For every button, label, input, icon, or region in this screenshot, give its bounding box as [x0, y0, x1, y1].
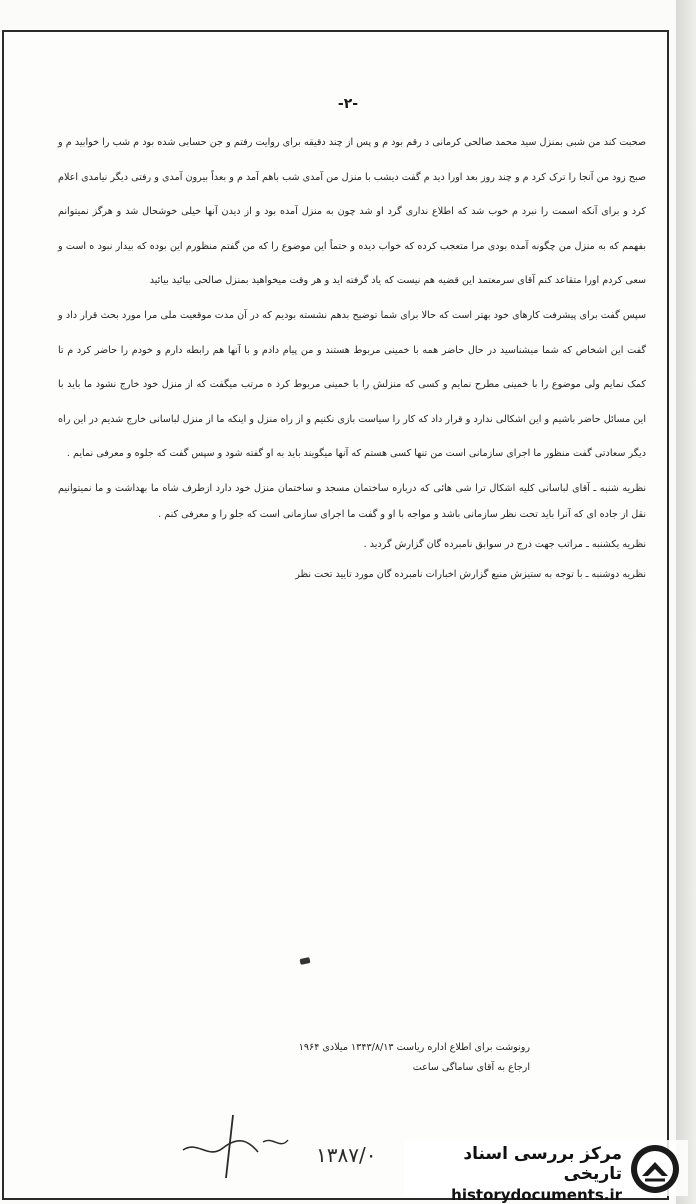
- book-emblem-icon: [628, 1142, 682, 1196]
- watermark: [404, 1140, 688, 1204]
- watermark-title: مرکز بررسی اسناد تاریخی: [463, 1144, 622, 1184]
- handwritten-number: ۱۳۸۷/۰: [316, 1143, 377, 1167]
- facing-page-edge: [676, 0, 696, 1204]
- report-monday: نظریه دوشنبه ـ با توجه به ستیزش منبع گزارش اخبارات نامبرده گان مورد تایید تحت نظر: [295, 568, 646, 580]
- handwritten-signature: [178, 1110, 378, 1180]
- body-paragraph-1: صحبت کند من شبی بمنزل سید محمد صالحی کرمانی د رقم بود م و پس از چند دقیقه برای روایت رفتم و جن حسابی شده بود م شب را خوابید م و صبح زود من آنجا را ترک کرد م و چند روز بعد اورا دید م گفت دیشب با منزل من آمدی شب باهم آمد م و بعداً بیرون آمدی و رفتی دیگر نیامدی اعلام کرد و برای آنکه اسمت را نبرد م خوب شد که اطلاع نداری گرد او شد چون به منزل آمده بود و از دیدن آنها خیلی خوشحال شد و هرگز نمیتوانم بفهمم که به منزل من چگونه آمده بودی مرا متعجب کرده که خواب دیده و حتماً این موضوع را که من گفتم منظورم این بوده که بیدار نبود ه است و سعی کردم اورا متقاعد کنم آقای سرمعتمد این قضیه هم نیست که یاد گرفته اید و هر وقت میخواهید بمنزل صالحی بیائید بیائید: [58, 137, 646, 287]
- watermark-url: historydocuments.ir: [451, 1186, 622, 1204]
- footer-line-copy: رونوشت برای اطلاع اداره ریاست ۱۳۴۳/۸/۱۳ میلادی ۱۹۶۴: [298, 1042, 530, 1053]
- body-paragraph-2: سپس گفت برای پیشرفت کارهای خود بهتر است که حالا برای شما توضیح بدهم نشسته بودیم که در آن مدت موقعیت ملی مرا مورد بحث قرار داد و گفت این اشخاص که شما میشناسید در حال حاضر همه با خمینی مربوط هستند و من پیام دادم و با آنها هم رابطه دارم و خودم را حاضر کرد م تا کمک نمایم ولی موضوع را با خمینی مطرح نمایم و کسی که منزلش را با خمینی مربوط کرد ه مرتب میگفت که از منزل خود خارج نشود ما باید با این مسائل حاضر باشیم و این اشکالی ندارد و قرار داد که کار را سیاست بازی نکنیم و از راه منزل و اینکه ما از منزل لباسانی خارج شدیم در این راه دیگر سعادتی گفت منظور ما اجرای سازمانی است من تنها کسی هستم که آنها میگویند باید به او گفته شود و سپس گفت که جلوه و معرفی نمایم .: [58, 309, 646, 460]
- footer-line-referral: ارجاع به آقای ساماگی ساعت: [412, 1062, 530, 1073]
- report-saturday: نظریه شنبه ـ آقای لباسانی کلیه اشکال ترا شی هائی که درباره ساختمان مسجد و ساختمان منزل خود دارد ازطرف شاه ما بهداشت و ما نمیتوانیم نقل از جاده ای که آنرا باید تحت نظر سازمانی باشد و مواجه با او و گفت ما اجرای سازمانی است که جلو را و معرفی کنم .: [58, 482, 646, 520]
- report-sunday: نظریه یکشنبه ـ مراتب جهت درج در سوابق نامبرده گان گزارش گردید .: [363, 538, 646, 550]
- footer-note: [150, 1038, 530, 1078]
- document-body: [58, 126, 646, 588]
- page-number: -۲-: [337, 96, 359, 112]
